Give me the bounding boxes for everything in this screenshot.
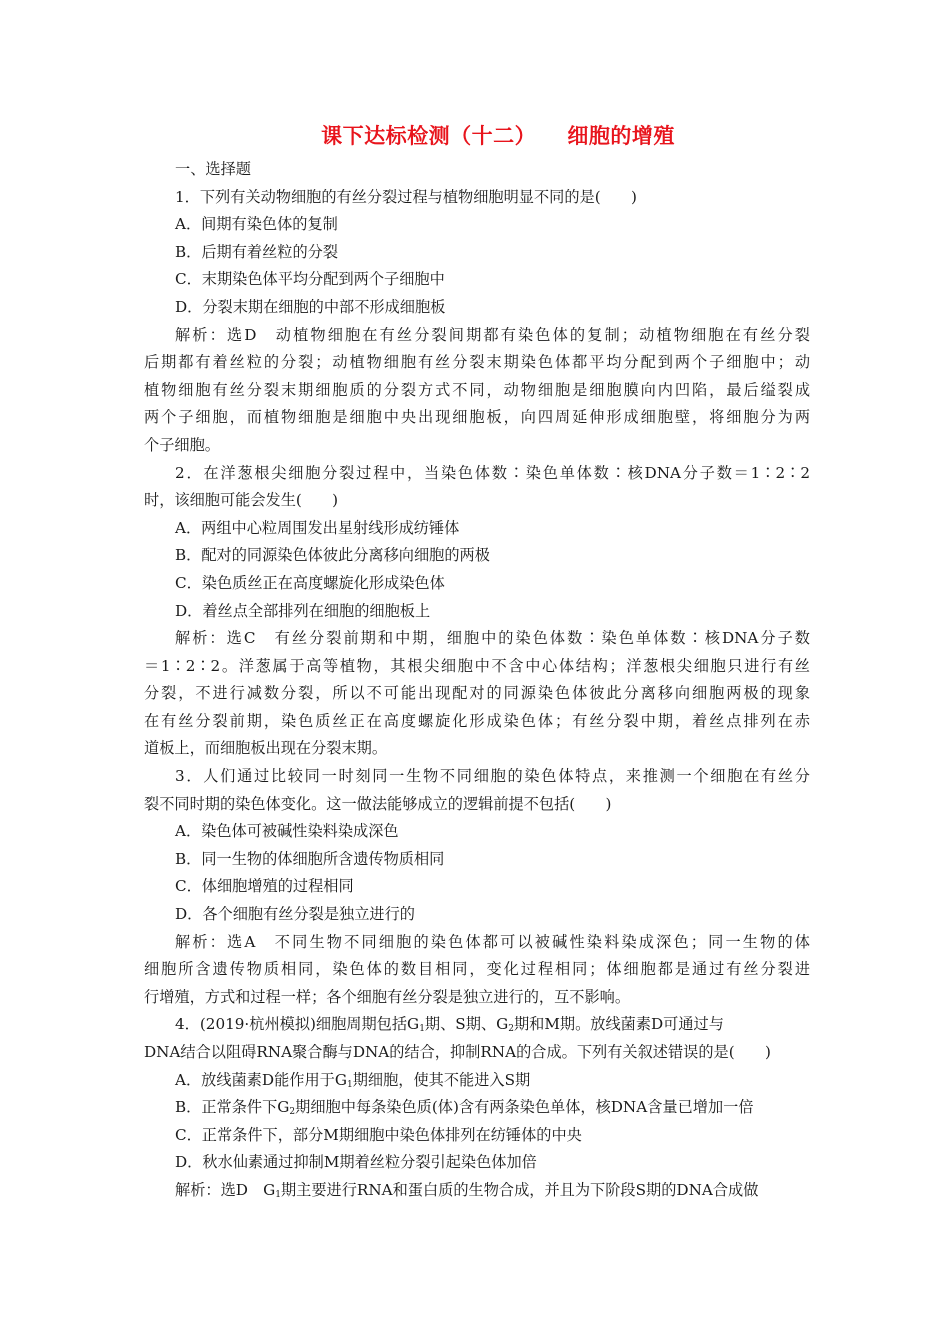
- question-2-option-d: D．着丝点全部排列在细胞的细胞板上: [175, 601, 431, 620]
- question-4-stem: [144, 1011, 810, 1039]
- subscript: 2: [289, 1107, 296, 1118]
- question-2-option-a: A．两组中心粒周围发出星射线形成纺锤体: [175, 518, 460, 537]
- option-text: 期细胞中每条染色质(体)含有两条染色单体，核DNA含量已增加一倍: [295, 1098, 754, 1117]
- question-2-answer-line: 在有丝分裂前期，染色质丝正在高度螺旋化形成染色体；有丝分裂中期，着丝点排列在赤: [144, 711, 810, 730]
- question-1-answer-line: 个子细胞。: [144, 435, 220, 454]
- stem-text: 4．(2019·杭州模拟)细胞周期包括G: [175, 1015, 420, 1034]
- answer-text: 期主要进行RNA和蛋白质的生物合成，并且为下阶段S期的DNA合成做: [280, 1180, 759, 1199]
- question-2-option-c: C．染色质丝正在高度螺旋化形成染色体: [175, 573, 445, 592]
- question-1-stem: 1．下列有关动物细胞的有丝分裂过程与植物细胞明显不同的是( ): [175, 187, 637, 206]
- question-3-stem: 3．人们通过比较同一时刻同一生物不同细胞的染色体特点，来推测一个细胞在有丝分: [175, 767, 810, 786]
- question-2-option-b: B．配对的同源染色体彼此分离移向细胞的两极: [175, 546, 490, 565]
- question-3-option-c: C．体细胞增殖的过程相同: [175, 877, 354, 896]
- question-2-answer-line: 道板上，而细胞板出现在分裂末期。: [144, 739, 387, 758]
- question-1-answer-line: 后期都有着丝粒的分裂；动植物细胞有丝分裂末期染色体都平均分配到两个子细胞中；动: [144, 353, 810, 372]
- question-2-stem: 时，该细胞可能会发生( ): [144, 491, 339, 510]
- question-3-answer-line: 解析：选A 不同生物不同细胞的染色体都可以被碱性染料染成深色；同一生物的体: [175, 932, 810, 951]
- option-text: 期细胞，使其不能进入S期: [352, 1070, 531, 1089]
- question-3-option-b: B．同一生物的体细胞所含遗传物质相同: [175, 849, 445, 868]
- option-text: B．正常条件下G: [175, 1098, 290, 1117]
- question-3-option-a: A．染色体可被碱性染料染成深色: [175, 822, 399, 841]
- question-4-option-c: C．正常条件下，部分M期细胞中染色体排列在纺锤体的中央: [175, 1125, 582, 1144]
- question-3-stem: 裂不同时期的染色体变化。这一做法能够成立的逻辑前提不包括( ): [144, 794, 612, 813]
- question-1-answer-line: 解析：选D 动植物细胞在有丝分裂间期都有染色体的复制；动植物细胞在有丝分裂: [175, 325, 810, 344]
- question-2-stem: 2．在洋葱根尖细胞分裂过程中，当染色体数∶染色单体数∶核DNA分子数＝1∶2∶2: [175, 463, 810, 482]
- question-2-answer-line: 分裂，不进行减数分裂，所以不可能出现配对的同源染色体彼此分离移向细胞两极的现象: [144, 684, 810, 703]
- section-heading: 一、选择题: [175, 160, 251, 178]
- question-3-answer-line: 行增殖，方式和过程一样；各个细胞有丝分裂是独立进行的，互不影响。: [144, 987, 630, 1006]
- question-2-answer-line: ＝1∶2∶2。洋葱属于高等植物，其根尖细胞中不含中心体结构；洋葱根尖细胞只进行有丝: [144, 656, 810, 675]
- page-title: 课下达标检测（十二） 细胞的增殖: [321, 124, 675, 148]
- question-1-answer-line: 两个子细胞，而植物细胞是细胞中央出现细胞板，向四周延伸形成细胞壁，将细胞分为两: [144, 408, 810, 427]
- question-1-option-a: A．间期有染色体的复制: [175, 215, 338, 234]
- question-1-option-c: C．末期染色体平均分配到两个子细胞中: [175, 270, 445, 289]
- stem-text: 期、S期、G: [424, 1015, 509, 1034]
- question-3-answer-line: 细胞所含遗传物质相同，染色体的数目相同，变化过程相同；体细胞都是通过有丝分裂进: [144, 960, 810, 979]
- answer-text: 解析：选D G: [175, 1180, 276, 1199]
- question-4-option-b: [144, 1094, 810, 1122]
- question-1-option-d: D．分裂末期在细胞的中部不形成细胞板: [175, 297, 446, 316]
- question-1-answer-line: 植物细胞有丝分裂末期细胞质的分裂方式不同，动物细胞是细胞膜向内凹陷，最后缢裂成: [144, 380, 810, 399]
- question-4-option-a: [144, 1067, 810, 1095]
- option-text: A．放线菌素D能作用于G: [175, 1070, 347, 1089]
- subscript: 1: [419, 1024, 425, 1035]
- question-3-option-d: D．各个细胞有丝分裂是独立进行的: [175, 905, 415, 924]
- subscript: 1: [346, 1079, 353, 1090]
- question-4-option-d: D．秋水仙素通过抑制M期着丝粒分裂引起染色体加倍: [175, 1153, 537, 1172]
- subscript: 2: [508, 1024, 514, 1035]
- question-4-stem: DNA结合以阻碍RNA聚合酶与DNA的结合，抑制RNA的合成。下列有关叙述错误的是( ): [144, 1043, 771, 1061]
- stem-text: 期和M期。放线菌素D可通过与: [513, 1015, 724, 1034]
- question-2-answer-line: 解析：选C 有丝分裂前期和中期，细胞中的染色体数∶染色单体数∶核DNA分子数: [175, 629, 810, 648]
- question-1-option-b: B．后期有着丝粒的分裂: [175, 242, 339, 261]
- document-body: [144, 156, 810, 1205]
- subscript: 1: [275, 1189, 281, 1200]
- question-4-answer-line: [144, 1177, 810, 1205]
